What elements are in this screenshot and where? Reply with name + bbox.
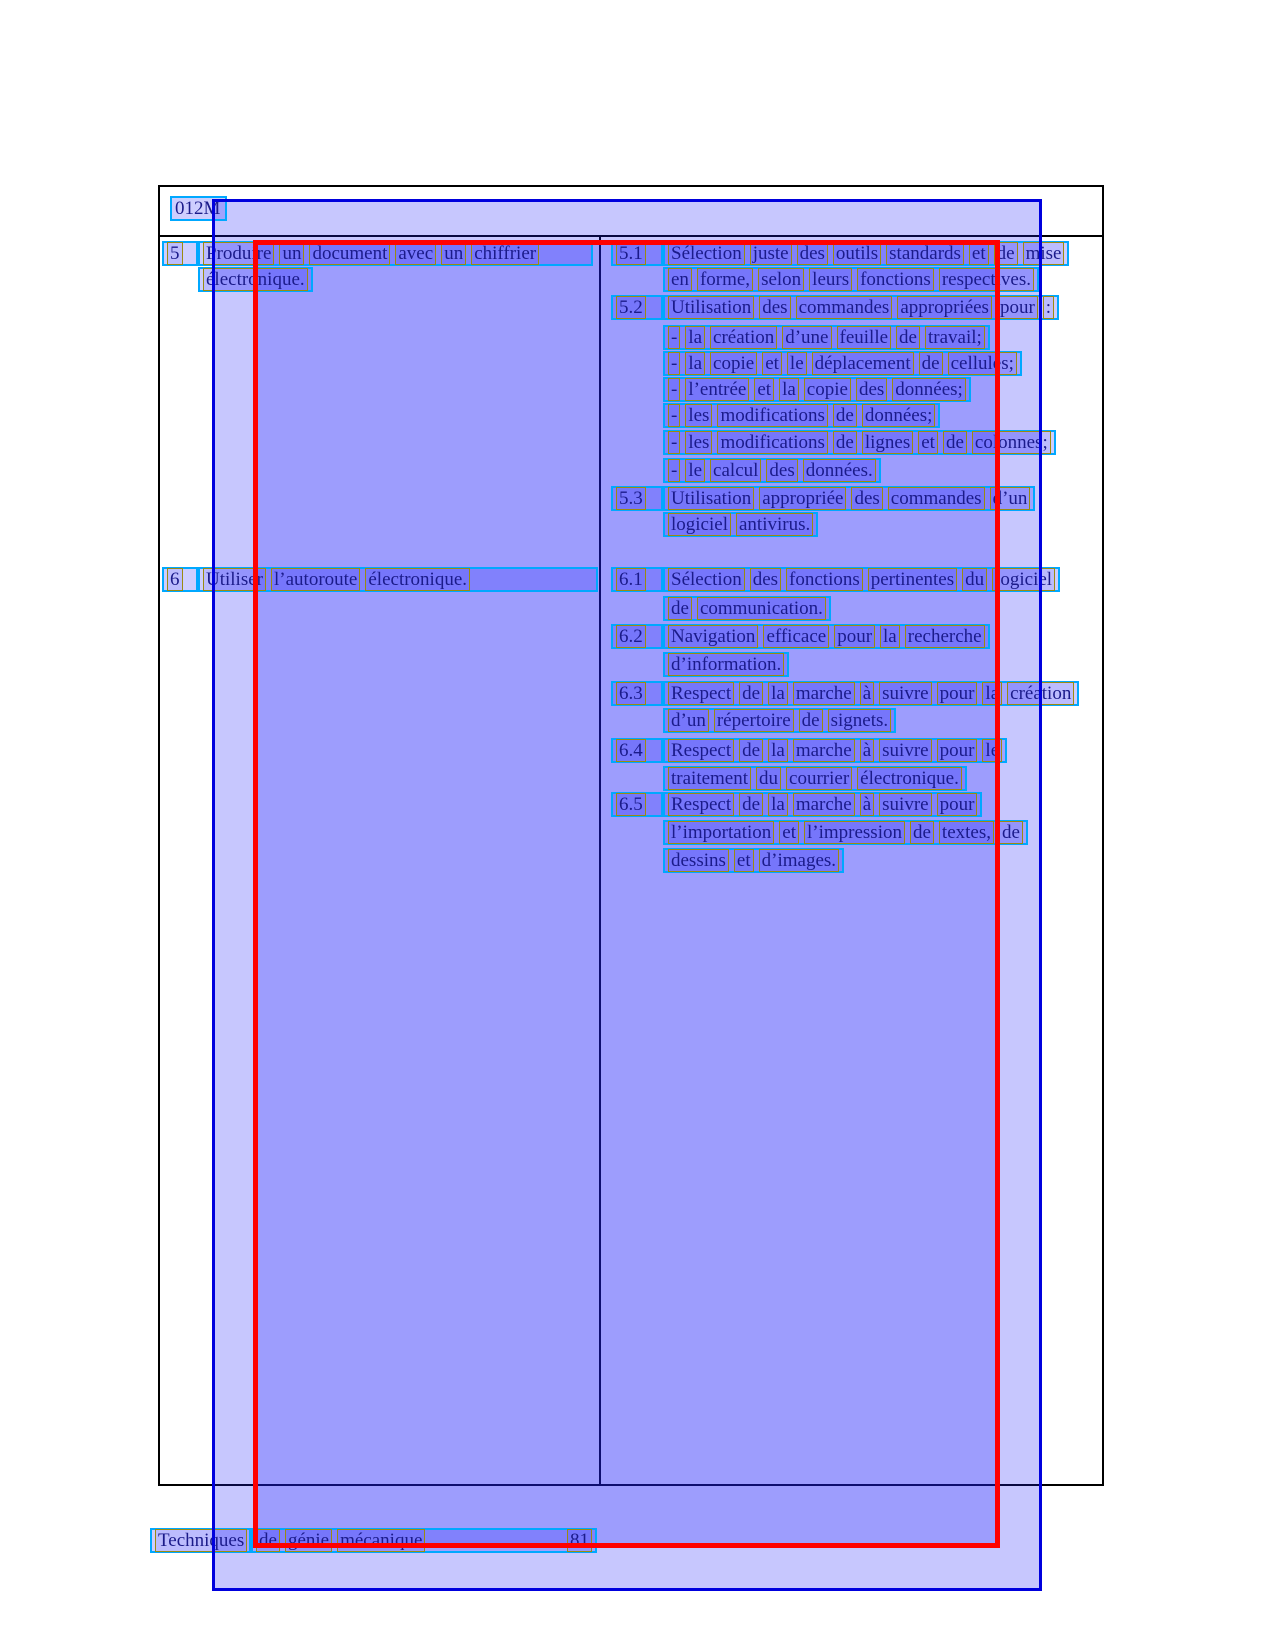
word-box: cellules; [948,352,1017,375]
word-box: recherche [905,625,985,648]
word-box: de [833,431,857,454]
word-box: - [668,404,680,427]
word-box: Utilisation [668,296,754,319]
word-box: données; [862,404,936,427]
word-box: signets. [828,709,892,732]
word-box: antivirus. [736,513,813,536]
word-box: logiciel [992,568,1055,591]
word-box: respectives. [939,268,1034,291]
word-box: électronique. [203,268,308,291]
word-box: la [982,682,1002,705]
word-box: - [668,431,680,454]
word-box: Navigation [668,625,758,648]
word-box: Sélection [668,242,745,265]
word-box: communication. [697,597,826,620]
word-box: Respect [668,793,734,816]
word-box: un [279,242,304,265]
word-box: et [734,849,754,872]
word-box: Respect [668,739,734,762]
word-box: - [668,378,680,401]
word-box: logiciel [668,513,731,536]
word-box: de [739,739,763,762]
word-box: de [256,1529,280,1552]
word-box: la [880,625,900,648]
word-box: 6 [167,568,183,591]
word-box: d’un [990,487,1031,510]
word-box: commandes [888,487,985,510]
word-box: modifications [717,404,827,427]
word-box: pour [937,793,978,816]
word-box: du [962,568,987,591]
word-box: suivre [879,793,931,816]
word-box: les [685,404,712,427]
word-box: - [668,352,680,375]
word-box: dessins [668,849,729,872]
word-box: de [943,431,967,454]
word-box: Produire [203,242,274,265]
word-box: à [860,739,874,762]
word-box: 6.4 [616,739,646,762]
word-box: pour [937,739,978,762]
word-box: de [994,242,1018,265]
word-box: outils [833,242,881,265]
word-box: 5 [167,242,183,265]
word-box: marche [793,793,855,816]
word-box: colonnes; [972,431,1051,454]
word-box: l’impression [804,821,905,844]
word-box: électronique. [857,767,962,790]
word-box: document [309,242,390,265]
word-box: création [1007,682,1074,705]
word-box: la [779,378,799,401]
word-box: en [668,268,692,291]
word-box: d’information. [668,653,784,676]
word-box: selon [758,268,804,291]
word-box: pour [937,682,978,705]
word-box: suivre [879,739,931,762]
word-box: appropriée [759,487,846,510]
word-box: d’une [782,326,831,349]
word-box: des [766,459,797,482]
word-box: des [856,378,887,401]
word-box: feuille [837,326,892,349]
word-box: de [739,793,763,816]
word-box: standards [886,242,964,265]
word-box: les [685,431,712,454]
word-box: de [799,709,823,732]
word-box: de [896,326,920,349]
word-box: chiffrier [471,242,539,265]
word-box: la [685,326,705,349]
word-box: un [441,242,466,265]
word-box: des [851,487,882,510]
word-box: pertinentes [868,568,957,591]
word-box: copie [710,352,757,375]
word-box: de [919,352,943,375]
row6-number [162,567,198,592]
row5-number [162,241,198,266]
word-box: travail; [925,326,985,349]
word-box: mécanique [337,1529,425,1552]
word-box: de [999,821,1023,844]
word-box: pour [834,625,875,648]
word-box: de [910,821,934,844]
page-number: 81 [567,1529,592,1552]
word-box: 6.2 [616,625,646,648]
word-box: données. [803,459,876,482]
word-box: fonctions [857,268,934,291]
word-box: - [668,459,680,482]
word-box: et [754,378,774,401]
word-box: - [668,326,680,349]
word-box: traitement [668,767,751,790]
word-box: Sélection [668,568,745,591]
word-box: déplacement [812,352,914,375]
word-box: copie [804,378,851,401]
word-box: Respect [668,682,734,705]
word-box: le [787,352,807,375]
word-box: : [1043,296,1054,319]
word-box: création [710,326,777,349]
word-box: répertoire [714,709,794,732]
word-box: leurs [809,268,852,291]
word-box: fonctions [786,568,863,591]
word-box: commandes [796,296,893,319]
word-box: l’autoroute [271,568,360,591]
word-box: lignes [862,431,913,454]
word-box: pour [997,296,1038,319]
word-box: marche [793,739,855,762]
word-box: Utiliser [203,568,266,591]
word-box: 5.2 [616,296,646,319]
word-box: et [918,431,938,454]
word-box: l’importation [668,821,774,844]
word-box: des [750,568,781,591]
word-box: et [969,242,989,265]
word-box: textes, [939,821,994,844]
word-box: appropriées [897,296,992,319]
word-box: électronique. [365,568,470,591]
word-box: la [768,739,788,762]
word-box: la [685,352,705,375]
word-box: le [685,459,705,482]
word-box: courrier [786,767,852,790]
word-box: à [860,682,874,705]
word-box: juste [750,242,792,265]
word-box: 5.1 [616,242,646,265]
word-box: 6.1 [616,568,646,591]
word-box: de [833,404,857,427]
word-box: calcul [710,459,761,482]
word-box: 6.3 [616,682,646,705]
word-box: génie [285,1529,332,1552]
header-code: 012M [170,196,227,221]
word-box: forme, [697,268,753,291]
word-box: données; [892,378,966,401]
word-box: avec [395,242,436,265]
region-overlay-box [253,240,1000,1548]
word-box: 5.3 [616,487,646,510]
word-box: et [762,352,782,375]
word-box: le [982,739,1002,762]
word-box: des [759,296,790,319]
word-box: la [768,793,788,816]
word-box: des [797,242,828,265]
word-box: marche [793,682,855,705]
word-box: et [779,821,799,844]
word-box: d’un [668,709,709,732]
word-box: modifications [717,431,827,454]
word-box: d’images. [759,849,839,872]
word-box: Utilisation [668,487,754,510]
word-box: de [668,597,692,620]
word-box: mise [1023,242,1065,265]
word-box: à [860,793,874,816]
word-box: du [756,767,781,790]
word-box: de [739,682,763,705]
word-box: efficace [763,625,829,648]
word-box: 6.5 [616,793,646,816]
word-box: la [768,682,788,705]
word-box: l’entrée [685,378,749,401]
word-box: Techniques [155,1529,247,1552]
word-box: suivre [879,682,931,705]
